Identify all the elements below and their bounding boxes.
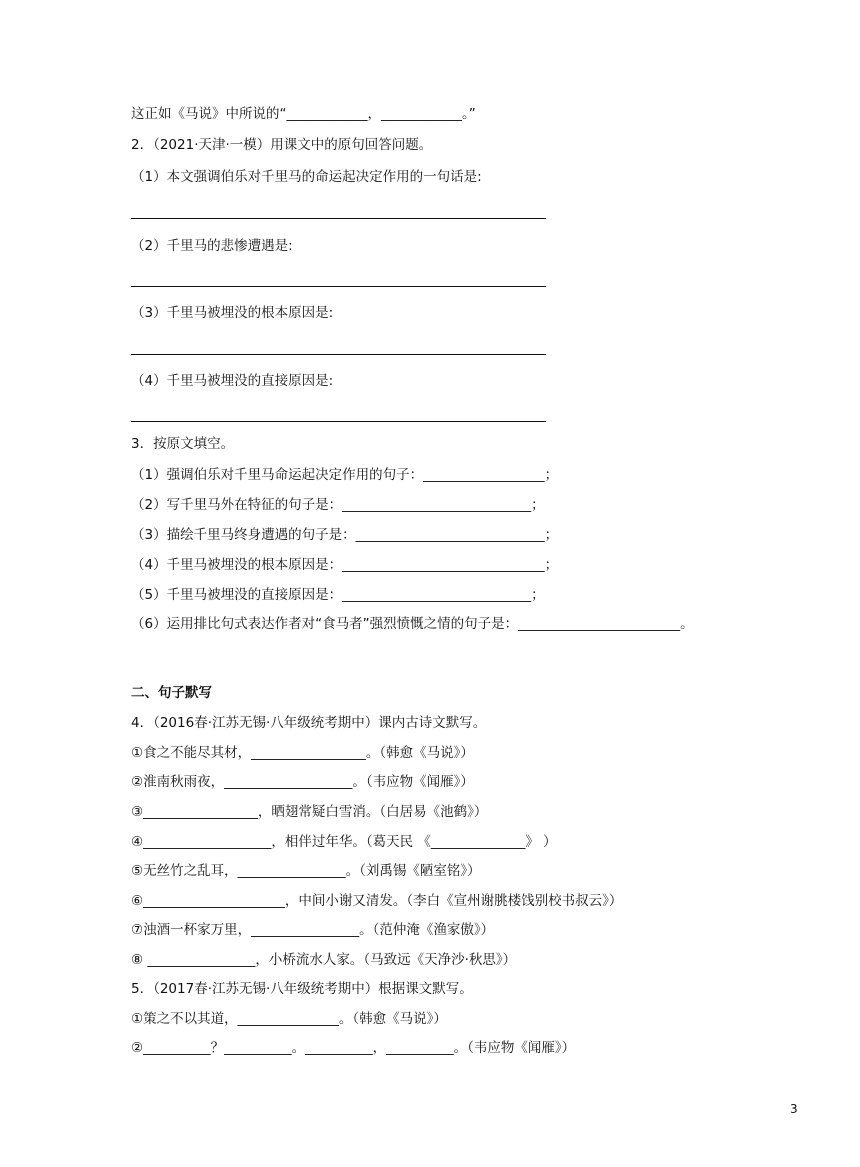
question-4-item-4: ④___________________，相伴过年华。（葛天民 《______________》 ） xyxy=(131,834,557,850)
question-2-part-3: （3）千里马被埋没的根本原因是: xyxy=(131,305,334,321)
section-heading: 二、句子默写 xyxy=(131,685,212,701)
question-2-part-4: （4）千里马被埋没的直接原因是: xyxy=(131,373,334,389)
question-3-item-6: （6）运用排比句式表达作者对“食马者”强烈愤慨之情的句子是：________________________。 xyxy=(131,616,694,632)
question-4-title: 4．（2016春·江苏无锡·八年级统考期中）课内古诗文默写。 xyxy=(131,715,487,731)
question-2-part-2: （2）千里马的悲惨遭遇是: xyxy=(131,238,293,254)
page-number: 3 xyxy=(790,1102,798,1116)
question-4-item-6: ⑥_____________________，中间小谢又清发。（李白《宣州谢朓楼饯别校书叔云》） xyxy=(131,893,623,909)
question-4-item-1: ①食之不能尽其材，_________________。（韩愈《马说》） xyxy=(131,745,474,761)
question-3-item-2: （2）写千里马外在特征的句子是：____________________________； xyxy=(131,497,545,513)
question-3-item-3: （3）描绘千里马终身遭遇的句子是：____________________________； xyxy=(131,527,559,543)
answer-line xyxy=(131,286,546,287)
answer-line xyxy=(131,421,546,422)
question-3-item-5: （5）千里马被埋没的直接原因是：____________________________； xyxy=(131,587,545,603)
question-3-title: 3．按原文填空。 xyxy=(131,436,235,452)
question-4-item-7: ⑦浊酒一杯家万里，________________。（范仲淹《渔家傲》） xyxy=(131,922,495,938)
question-5-item-2: ②__________？__________。__________，__________。（韦应物《闻雁》） xyxy=(131,1040,576,1056)
question-4-item-5: ⑤无丝竹之乱耳，________________。（刘禹锡《陋室铭》） xyxy=(131,863,481,879)
text-line: 这正如《马说》中所说的“____________，____________。” xyxy=(131,106,476,122)
answer-line xyxy=(131,354,546,355)
question-5-item-1: ①策之不以其道，_______________。（韩愈《马说》） xyxy=(131,1011,447,1027)
answer-line xyxy=(131,218,546,219)
question-4-item-3: ③_________________，晒翅常疑白雪消。（白居易《池鹤》） xyxy=(131,804,488,820)
question-4-item-8: ⑧ ________________，小桥流水人家。（马致远《天净沙·秋思》） xyxy=(131,952,517,968)
question-4-item-2: ②淮南秋雨夜，___________________。（韦应物《闻雁》） xyxy=(131,774,474,790)
question-2-part-1: （1）本文强调伯乐对千里马的命运起决定作用的一句话是: xyxy=(131,169,482,185)
question-5-title: 5．（2017春·江苏无锡·八年级统考期中）根据课文默写。 xyxy=(131,981,473,997)
question-2-title: 2．（2021·天津·一模）用课文中的原句回答问题。 xyxy=(131,137,433,153)
question-3-item-4: （4）千里马被埋没的根本原因是：______________________________； xyxy=(131,557,559,573)
question-3-item-1: （1）强调伯乐对千里马命运起决定作用的句子：__________________； xyxy=(131,467,559,483)
